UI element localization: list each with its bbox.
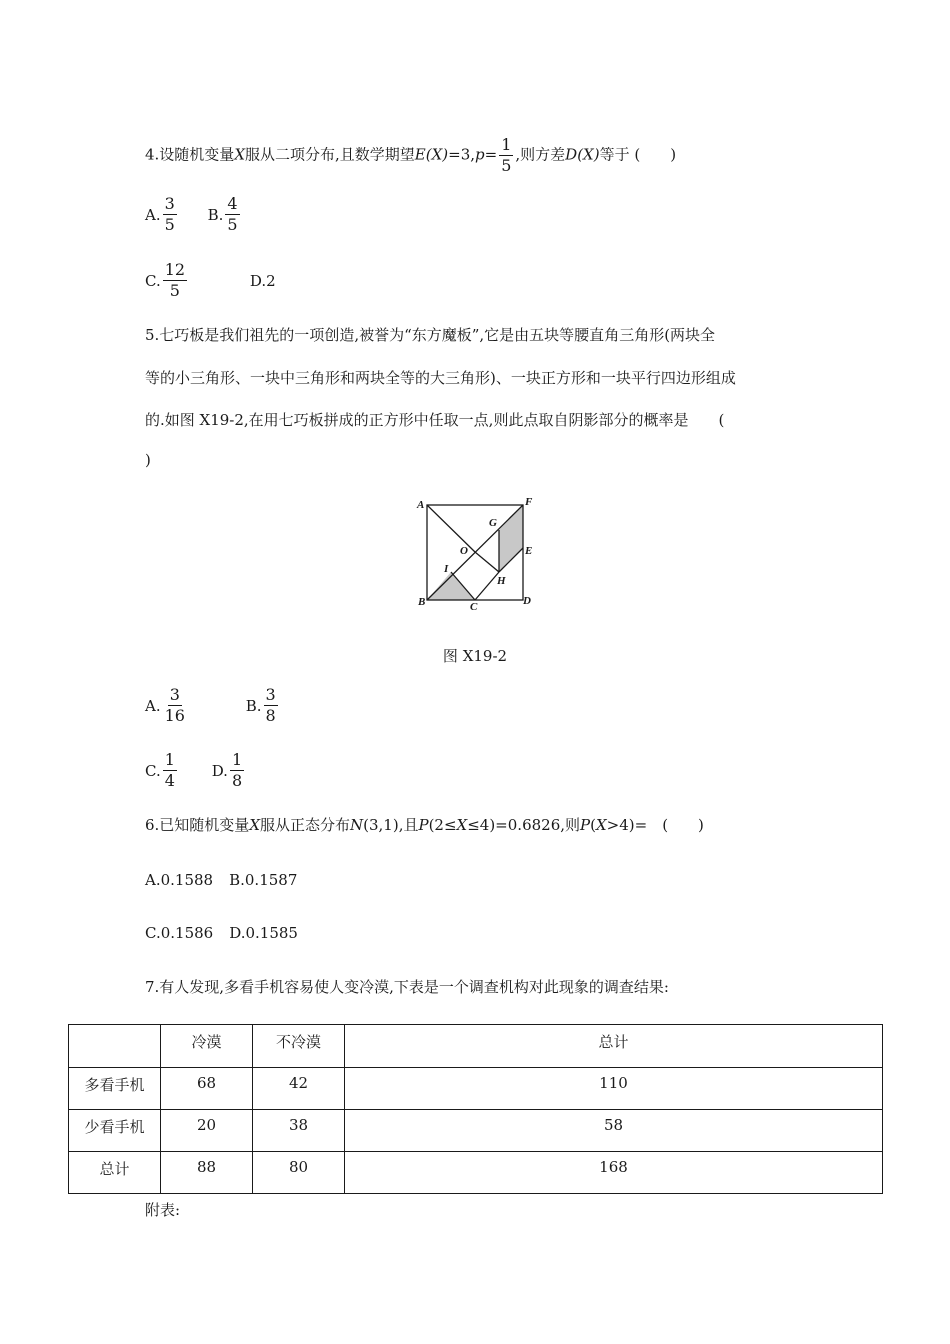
q6-option-a[interactable]: A.0.1588 — [145, 871, 214, 889]
q4-text: ,则方差 — [515, 145, 566, 164]
label-g: G — [489, 517, 497, 529]
q5-line-3: 的.如图 X19-2,在用七巧板拼成的正方形中任取一点,则此点取自阴影部分的概率是 ( — [145, 411, 725, 429]
q6-stem: 6.已知随机变量X服从正态分布N(3,1),且P(2≤X≤4)=0.6826,则P(X>4)= ( ) — [145, 816, 704, 834]
survey-table — [68, 1024, 883, 1194]
tangram-figure — [415, 494, 545, 614]
q5-options-ab — [145, 686, 280, 725]
q4-var-x: X — [234, 145, 245, 164]
figure-caption: 图 X19-2 — [442, 647, 508, 665]
q4-text: 服从二项分布,且数学期望 — [245, 145, 415, 164]
q4-variance: D(X) — [565, 145, 600, 164]
q4-p-fraction: $\frac{1}{5}$ — [501, 135, 512, 175]
q5-option-a[interactable]: A. $\frac{3}{16}$ — [145, 685, 185, 725]
q4-option-c[interactable]: C. $\frac{12}{5}$ — [145, 260, 186, 300]
label-b: B — [418, 596, 426, 608]
table-cell: 110 — [345, 1068, 883, 1110]
table-header-cell: 不冷漠 — [253, 1025, 345, 1068]
table-cell: 68 — [161, 1068, 253, 1110]
table-cell: 58 — [345, 1110, 883, 1152]
label-i: I — [444, 563, 449, 575]
table-header-row — [69, 1025, 883, 1068]
table-cell: 多看手机 — [69, 1068, 161, 1110]
q4-option-d[interactable]: D.2 — [249, 271, 276, 290]
label-h: H — [497, 575, 506, 587]
table-row — [69, 1110, 883, 1152]
q5-option-c[interactable]: C. $\frac{1}{4}$ — [145, 750, 175, 790]
table-cell: 88 — [161, 1152, 253, 1194]
q5-line-1: 5.七巧板是我们祖先的一项创造,被誉为“东方魔板”,它是由五块等腰直角三角形(两块全 — [145, 326, 716, 344]
q7-stem: 7.有人发现,多看手机容易使人变冷漠,下表是一个调查机构对此现象的调查结果: — [145, 978, 669, 996]
label-f: F — [525, 496, 533, 508]
table-row — [69, 1068, 883, 1110]
q4-text: =3, — [448, 145, 476, 164]
table-header-cell: 总计 — [345, 1025, 883, 1068]
q4-options-cd — [145, 261, 276, 300]
table-row — [69, 1152, 883, 1194]
label-e: E — [525, 545, 533, 557]
q4-text: 4.设随机变量 — [145, 145, 235, 164]
q5-options-cd — [145, 751, 246, 790]
q4-text: = — [484, 145, 498, 164]
q5-option-d[interactable]: D. $\frac{1}{8}$ — [211, 750, 243, 790]
q4-options-ab — [145, 195, 242, 234]
q4-option-a[interactable]: A. $\frac{3}{5}$ — [145, 194, 175, 234]
q6-option-b[interactable]: B.0.1587 — [229, 871, 298, 889]
q4-option-b[interactable]: B. $\frac{4}{5}$ — [207, 194, 238, 234]
shaded-parallelogram — [499, 505, 523, 572]
appendix-label: 附表: — [145, 1201, 181, 1219]
table-cell: 168 — [345, 1152, 883, 1194]
table-cell: 少看手机 — [69, 1110, 161, 1152]
q6-option-d[interactable]: D.0.1585 — [229, 924, 298, 942]
q4-stem — [145, 136, 676, 175]
table-cell: 20 — [161, 1110, 253, 1152]
q4-var-p: p — [475, 145, 485, 164]
q4-text: 等于 ( ) — [599, 145, 677, 164]
q4-expectation: E(X) — [414, 145, 449, 164]
q5-line-4: ) — [145, 451, 151, 469]
table-header-cell — [69, 1025, 161, 1068]
q5-option-b[interactable]: B. $\frac{3}{8}$ — [245, 685, 276, 725]
table-cell: 80 — [253, 1152, 345, 1194]
table-cell: 38 — [253, 1110, 345, 1152]
q6-options-ab — [145, 870, 297, 890]
table-cell: 总计 — [69, 1152, 161, 1194]
label-c: C — [470, 601, 478, 613]
table-cell: 42 — [253, 1068, 345, 1110]
q6-option-c[interactable]: C.0.1586 — [145, 924, 214, 942]
q6-options-cd — [145, 923, 298, 943]
q5-line-2: 等的小三角形、一块中三角形和两块全等的大三角形)、一块正方形和一块平行四边形组成 — [145, 369, 736, 387]
table-header-cell: 冷漠 — [161, 1025, 253, 1068]
label-o: O — [460, 545, 468, 557]
label-d: D — [523, 595, 531, 607]
label-a: A — [417, 499, 425, 511]
